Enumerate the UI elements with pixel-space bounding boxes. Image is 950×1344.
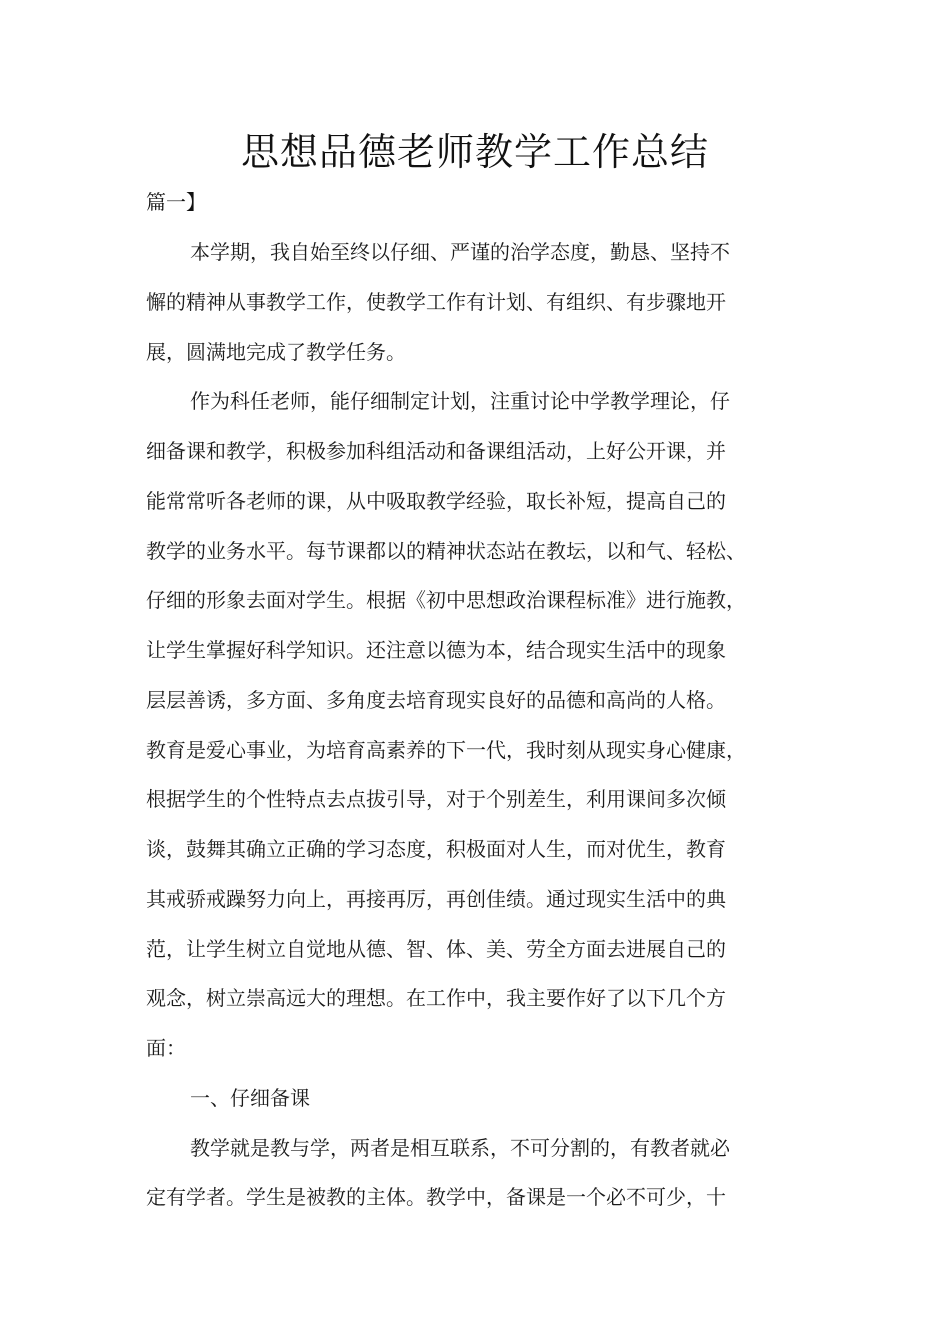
document-body <box>146 232 818 1227</box>
body-text-line: 教育是爱心事业，为培育高素养的下一代，我时刻从现实身心健康， <box>146 737 746 762</box>
body-text-line: 教学就是教与学，两者是相互联系，不可分割的，有教者就必 <box>190 1135 730 1160</box>
body-text-line: 展，圆满地完成了教学任务。 <box>146 339 406 364</box>
body-text-line: 谈，鼓舞其确立正确的学习态度，积极面对人生，而对优生，教育 <box>146 837 726 861</box>
body-text-line: 观念，树立崇高远大的理想。在工作中，我主要作好了以下几个方 <box>146 986 726 1011</box>
body-text-line: 层层善诱，多方面、多角度去培育现实良好的品德和高尚的人格。 <box>146 687 726 712</box>
body-text-line: 面： <box>146 1036 186 1060</box>
body-text-line: 作为科任老师，能仔细制定计划，注重讨论中学教学理论，仔 <box>190 389 730 414</box>
body-text-line: 一、仔细备课 <box>190 1085 310 1110</box>
body-text-line: 仔细的形象去面对学生。根据《初中思想政治课程标准》进行施教， <box>146 588 746 613</box>
body-text-line: 定有学者。学生是被教的主体。教学中，备课是一个必不可少，十 <box>146 1185 726 1210</box>
body-text-line: 根据学生的个性特点去点拔引导，对于个别差生，利用课间多次倾 <box>146 787 726 812</box>
body-text-line: 让学生掌握好科学知识。还注意以德为本，结合现实生活中的现象 <box>146 638 726 662</box>
body-text-line: 细备课和教学，积极参加科组活动和备课组活动，上好公开课，并 <box>146 439 726 463</box>
body-text-line: 教学的业务水平。每节课都以的精神状态站在教坛，以和气、轻松、 <box>146 538 746 563</box>
body-text-line: 本学期，我自始至终以仔细、严谨的治学态度，勤恳、坚持不 <box>190 240 730 264</box>
section-label: 篇一】 <box>146 190 206 214</box>
body-text-line: 懈的精神从事教学工作，使教学工作有计划、有组织、有步骤地开 <box>146 289 726 314</box>
document-title: 思想品德老师教学工作总结 <box>240 130 709 174</box>
body-text-line: 其戒骄戒躁努力向上，再接再厉，再创佳绩。通过现实生活中的典 <box>146 886 726 911</box>
body-text-line: 能常常听各老师的课，从中吸取教学经验，取长补短，提高自己的 <box>146 488 726 513</box>
body-text-line: 范，让学生树立自觉地从德、智、体、美、劳全方面去进展自己的 <box>146 936 726 961</box>
